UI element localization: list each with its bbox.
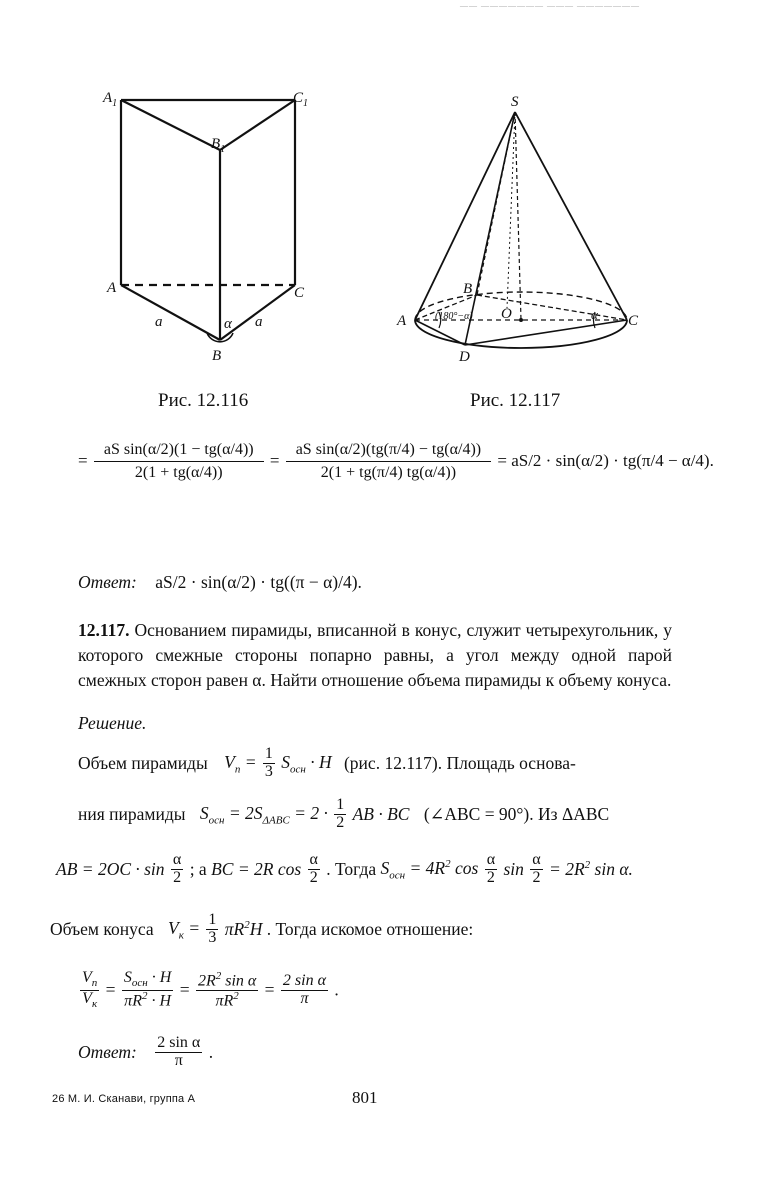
- problem-number: 12.117.: [78, 620, 130, 640]
- answer-1-label: Ответ:: [78, 572, 137, 592]
- caption-fig-12-116: Рис. 12.116: [158, 390, 249, 411]
- problem-text: Основанием пирамиды, вписанной в конус, служит четырехугольник, у которого смежные стороны попарно равны, а угол между одной парой смежных сторон равен α. Найти отношение объема пирамиды к объему конуса.: [78, 620, 673, 690]
- solution-line-1: Объем пирамиды $V_п$ = $\frac{1}{3}$ $S_{осн} \cdot H$ (рис. 12.117). Площадь основа-: [78, 745, 576, 780]
- solution-label: Решение.: [78, 713, 147, 733]
- label-alpha: α: [224, 316, 232, 332]
- derivation-formula: = $\frac{\text{aS sin(α/2)(1 − tg(α/4))}}{2(1 + tg(\alpha/4))}$ = $\frac{\text{aS sin(α/2)(tg(π/4) − tg(α/4))}}{2(1 + tg(\pi/4) tg(\alpha/4))}$ = aS/2 · sin(α/2) · tg(π/4 − α/4).: [78, 441, 714, 481]
- label-C1: $C_1$: [293, 90, 309, 109]
- label-D: D: [459, 349, 470, 365]
- answer-1: [78, 572, 362, 593]
- answer-2: Ответ: $\frac{\text{2 sin α}}{\pi}$ .: [78, 1034, 214, 1069]
- solution-line-3: AB = 2OC · sin $\frac{\alpha}{2}$ ; а BC = 2R cos $\frac{\alpha}{2}$ . Тогда $S_{осн} = 4R^2$ cos $\frac{\alpha}{2}$ sin $\frac{\alpha}{2}$ = $2R^2$ sin α.: [56, 851, 633, 886]
- derivation-mid: $\frac{\text{aS sin(α/2)(tg(π/4) − tg(α/4))}}{2(1 + tg(\pi/4) tg(\alpha/4))}$: [286, 440, 491, 482]
- label-S: S: [511, 94, 519, 110]
- solution-line-2: ния пирамиды $S_{осн} = 2S_{\Delta ABC} = 2$ · $\frac{1}{2}$ AB · BC (∠ABC = 90°). Из ΔABC: [78, 796, 610, 831]
- label-a-left: a: [155, 314, 163, 330]
- label-O: O: [501, 306, 512, 322]
- solution-line-4: Объем конуса $V_к$ = $\frac{1}{3}$ $\pi R^2H$ . Тогда искомое отношение:: [50, 911, 474, 946]
- figure-12-116: [95, 80, 335, 370]
- footer-book-title: 26 М. И. Сканави, группа А: [52, 1093, 196, 1105]
- label-angle-alpha: α: [591, 307, 598, 322]
- label-A1: $A_1$: [103, 90, 118, 109]
- answer-2-fraction: $\frac{\text{2 sin α}}{\pi}$: [157, 1034, 201, 1069]
- problem-12-117: [78, 618, 672, 693]
- solution-ratio-formula: $\frac{V_п}{V_к}$ = $\frac{S_{осн} \cdot H}{\pi R^2 \cdot H}$ = $\frac{2R^2 \sin \alpha}{\pi R^2}$ = $\frac{\text{2 sin α}}{\pi}$ .: [82, 969, 339, 1010]
- label-B1: $B_1$: [211, 136, 226, 155]
- label-B: B: [463, 281, 473, 297]
- figure-12-117: [395, 90, 655, 370]
- label-C: C: [294, 285, 305, 301]
- label-angle-180-alpha: (180°−α): [435, 311, 473, 322]
- label-C: C: [628, 313, 639, 329]
- header-scan-marks: —— ——————— ——— ———————: [460, 1, 640, 10]
- page-number: 801: [352, 1088, 378, 1107]
- caption-fig-12-117: Рис. 12.117: [470, 390, 561, 411]
- answer-2-label: Ответ:: [78, 1041, 137, 1062]
- answer-1-expression: aS/2 · sin(α/2) · tg((π − α)/4).: [155, 572, 362, 592]
- label-A: A: [397, 313, 407, 329]
- label-a-right: a: [255, 314, 263, 330]
- derivation-lhs: $\frac{\text{aS sin(α/2)(1 − tg(α/4))}}{2(1 + tg(\alpha/4))}$: [94, 440, 264, 482]
- label-B: B: [212, 348, 222, 364]
- derivation-rhs: aS/2 · sin(α/2) · tg(π/4 − α/4).: [511, 450, 714, 470]
- label-A: A: [107, 280, 117, 296]
